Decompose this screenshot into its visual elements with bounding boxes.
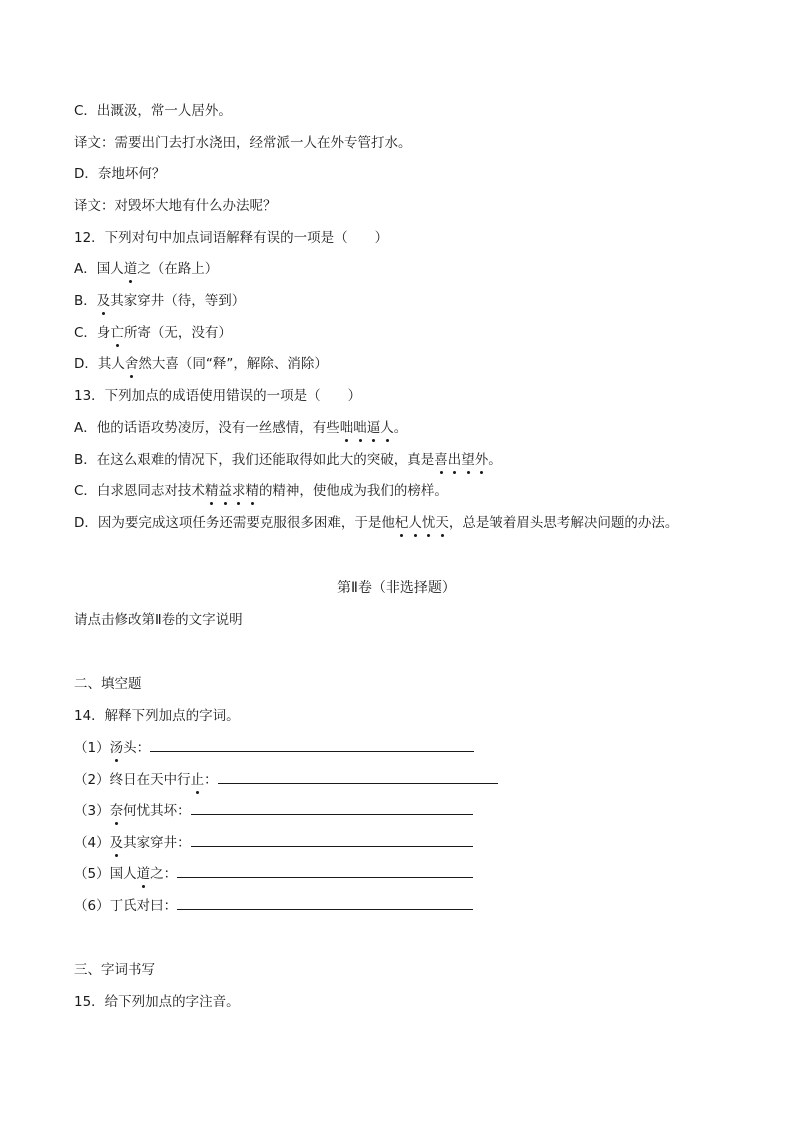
text: 头： (123, 740, 151, 756)
q11-option-c-translation: 译文：需要出门去打水浇田，经常派一人在外专管打水。 (74, 135, 412, 151)
dotted-char: 汤 (109, 740, 124, 756)
q14-item-3 (74, 801, 473, 819)
dotted-char: 外 (474, 452, 489, 468)
q11-option-c: C．出溉汲，常一人居外。 (74, 103, 232, 119)
text: 。 (393, 420, 408, 436)
text: 。 (488, 452, 502, 468)
dotted-char: 精 (245, 483, 259, 499)
answer-blank[interactable] (191, 801, 473, 815)
q13-option-a (74, 419, 407, 437)
text: A．国人 (74, 261, 124, 277)
section-2-title: 第Ⅱ卷（非选择题） (337, 580, 456, 596)
text: （5）国人 (74, 866, 137, 882)
text: C．身 (74, 325, 111, 341)
q12-option-b (74, 292, 245, 310)
answer-blank[interactable] (177, 864, 473, 878)
text: 所寄（无，没有） (123, 325, 232, 341)
text: ： (204, 772, 218, 788)
text: 然大喜（同“释”，解除、消除） (138, 356, 328, 372)
text: 之（在路上） (137, 261, 219, 277)
text: （1） (74, 740, 110, 756)
q13-option-b (74, 451, 502, 469)
text: D．其人 (74, 356, 125, 372)
dotted-char: 出 (447, 452, 462, 468)
q14-item-6 (74, 896, 473, 914)
q14-item-2 (74, 770, 498, 788)
q14-item-5 (74, 864, 473, 882)
dotted-char: 及 (109, 835, 124, 851)
text: 其家穿井： (123, 835, 191, 851)
text: 的精神，使他成为我们的榜样。 (258, 483, 448, 499)
dotted-char: 道 (136, 866, 151, 882)
dotted-char: 舍 (124, 356, 139, 372)
dotted-char: 道 (123, 261, 138, 277)
answer-blank[interactable] (191, 833, 473, 847)
q15-stem: 15．给下列加点的字注音。 (74, 994, 240, 1010)
q14-item-1 (74, 738, 474, 756)
q11-option-d-translation: 译文：对毁坏大地有什么办法呢？ (74, 198, 277, 214)
dotted-char: 忧 (421, 515, 436, 531)
text: A．他的话语攻势凌厉，没有一丝感情，有些 (74, 420, 340, 436)
dotted-char: 精 (204, 483, 219, 499)
q12-option-c (74, 324, 232, 342)
text: ，总是皱着眉头思考解决问题的办法。 (448, 515, 679, 531)
q13-stem: 13．下列加点的成语使用错误的一项是（ ） (74, 388, 362, 404)
dotted-char: 亡 (110, 325, 124, 341)
text: （4） (74, 835, 110, 851)
dotted-char: 咄 (353, 420, 367, 436)
q14-item-4 (74, 833, 473, 851)
words-heading: 三、字词书写 (74, 962, 155, 978)
dotted-char: 奈 (109, 803, 124, 819)
answer-blank[interactable] (150, 738, 474, 752)
dotted-char: 及 (96, 293, 111, 309)
q13-option-c (74, 482, 448, 500)
dotted-char: 益 (218, 483, 232, 499)
text: C．白求恩同志对技术 (74, 483, 205, 499)
text: （6）丁氏对曰： (74, 898, 178, 914)
dotted-char: 咄 (339, 420, 354, 436)
dotted-char: 杞 (394, 515, 409, 531)
dotted-char: 人 (380, 420, 394, 436)
text: 其家穿井（待，等到） (110, 293, 246, 309)
text: （3） (74, 803, 110, 819)
answer-blank[interactable] (218, 770, 498, 784)
q12-option-a (74, 260, 218, 278)
dotted-char: 人 (408, 515, 422, 531)
dotted-char: 止 (190, 772, 205, 788)
q12-option-d (74, 355, 328, 373)
q12-stem: 12．下列对句中加点词语解释有误的一项是（ ） (74, 230, 389, 246)
dotted-char: 天 (435, 515, 449, 531)
dotted-char: 求 (231, 483, 246, 499)
text: B． (74, 293, 97, 309)
answer-blank[interactable] (177, 896, 473, 910)
section-2-note: 请点击修改第Ⅱ卷的文字说明 (74, 612, 243, 628)
dotted-char: 喜 (434, 452, 448, 468)
q14-stem: 14．解释下列加点的字词。 (74, 708, 240, 724)
q13-option-d (74, 514, 678, 532)
dotted-char: 逼 (366, 420, 381, 436)
q11-option-d: D．奈地坏何？ (74, 166, 166, 182)
dotted-char: 望 (461, 452, 475, 468)
text: 何忧其坏： (123, 803, 191, 819)
text: 之： (150, 866, 178, 882)
text: D．因为要完成这项任务还需要克服很多困难，于是他 (74, 515, 395, 531)
text: B．在这么艰难的情况下，我们还能取得如此大的突破，真是 (74, 452, 435, 468)
text: （2）终日在天中行 (74, 772, 191, 788)
fill-heading: 二、填空题 (74, 676, 142, 692)
